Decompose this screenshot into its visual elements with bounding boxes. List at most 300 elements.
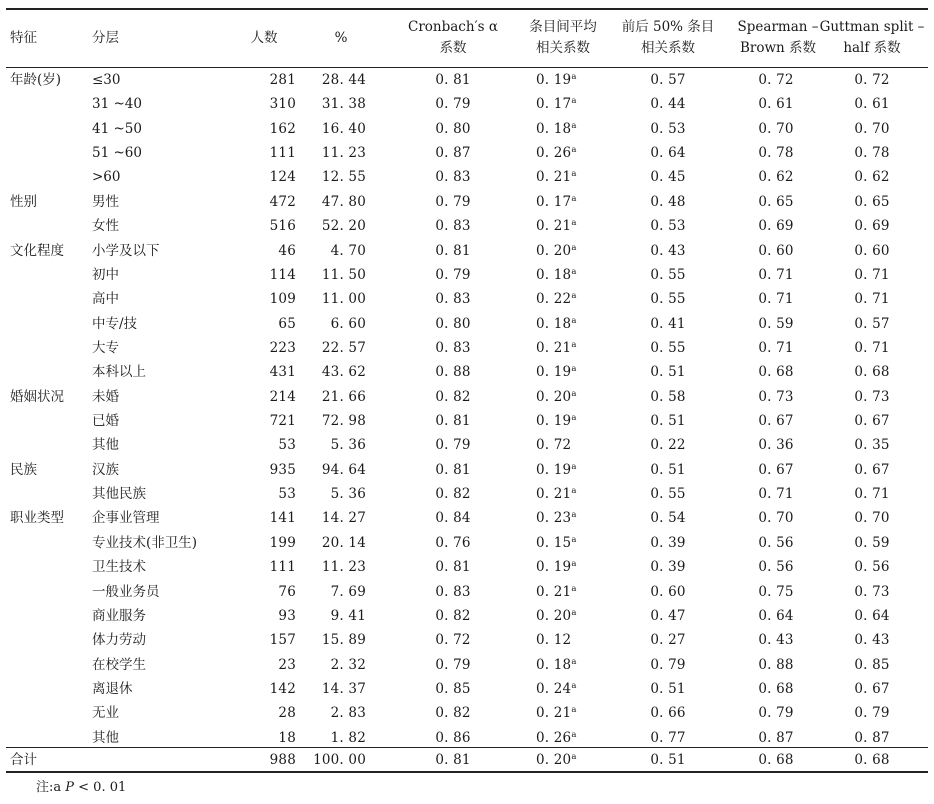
sig-marker: a: [571, 388, 577, 399]
sig-marker: a: [571, 120, 577, 131]
note-p: P: [65, 780, 75, 795]
table-row: [6, 117, 928, 141]
cell-gs: 0. 71: [854, 291, 890, 308]
table-row: [6, 263, 928, 287]
sig-marker: a: [571, 315, 577, 326]
cell-half: 0. 47: [650, 607, 686, 624]
cell-gs: 0. 56: [854, 559, 890, 576]
table-row: [6, 287, 928, 311]
sig-marker: a: [571, 339, 577, 350]
cell-feature: [10, 433, 90, 457]
header-feature: [10, 10, 90, 66]
cell-alpha: 0. 83: [435, 218, 471, 235]
cell-feature: [10, 531, 90, 555]
cell-half: 0. 45: [650, 169, 686, 186]
cell-corr: [508, 336, 608, 360]
cell-layer: 高中: [92, 291, 119, 308]
cell-alpha: 0. 82: [435, 388, 471, 405]
table-row: [6, 336, 928, 360]
cell-gs: 0. 62: [854, 169, 890, 186]
cell-count: 65: [278, 315, 296, 332]
header-count: [234, 10, 294, 66]
table-row: [6, 92, 928, 116]
table-row: [6, 506, 928, 530]
cell-gs: 0. 67: [854, 461, 890, 478]
cell-sb: 0. 71: [758, 291, 794, 308]
header-feature-text: 特征: [10, 29, 37, 46]
corr-value: 0. 15: [536, 534, 572, 551]
header-count-text: 人数: [250, 29, 278, 46]
cell-half: 0. 57: [650, 72, 686, 88]
cell-layer: 男性: [92, 193, 119, 210]
cell-layer: >60: [92, 169, 121, 186]
table-row: [6, 214, 928, 238]
table-row: [6, 653, 928, 677]
cell-alpha: 0. 86: [435, 729, 471, 746]
cell-gs: 0. 59: [854, 534, 890, 551]
cell-gs: 0. 65: [854, 193, 890, 210]
cell-alpha: 0. 81: [435, 559, 471, 576]
sig-marker: a: [571, 656, 577, 667]
cell-gs: 0. 35: [854, 437, 890, 454]
cell-count: 162: [269, 120, 296, 137]
table-row: [6, 312, 928, 336]
cell-gs: 0. 57: [854, 315, 890, 332]
cell-count: 76: [278, 583, 296, 600]
total-n: 988: [269, 752, 296, 768]
cell-count: 721: [269, 413, 296, 430]
header-alpha-line1: Cronbach′s α: [408, 19, 498, 35]
cell-layer: 本科以上: [92, 364, 146, 381]
cell-count: 516: [269, 218, 296, 235]
cell-count: 114: [269, 266, 296, 283]
cell-sb: 0. 65: [758, 193, 794, 210]
cell-half: 0. 53: [650, 218, 686, 235]
cell-layer: 41 ~50: [92, 120, 142, 137]
cell-percent: 5. 36: [330, 486, 366, 503]
header-percent: [316, 10, 366, 66]
cell-sb: 0. 73: [758, 388, 794, 405]
cell-sb: 0. 60: [758, 242, 794, 259]
cell-half: 0. 55: [650, 339, 686, 356]
cell-sb: 0. 68: [758, 364, 794, 381]
header-percent-text: %: [334, 29, 348, 46]
cell-half: 0. 60: [650, 583, 686, 600]
cell-percent: 7. 69: [330, 583, 366, 600]
cell-gs: 0. 64: [854, 607, 890, 624]
cell-count: 223: [269, 339, 296, 356]
table-bottom-rule: [6, 771, 928, 773]
cell-alpha: 0. 79: [435, 96, 471, 113]
corr-value: 0. 19: [536, 559, 572, 576]
sig-marker: a: [571, 486, 577, 497]
cell-layer: 51 ~60: [92, 145, 142, 162]
header-sb-line1: Spearman –: [737, 19, 819, 35]
cell-layer: 无业: [92, 705, 119, 722]
cell-half: 0. 51: [650, 461, 686, 478]
cell-layer: 在校学生: [92, 656, 146, 673]
cell-layer: 未婚: [92, 388, 119, 405]
cell-layer: 卫生技术: [92, 559, 146, 576]
cell-gs: 0. 79: [854, 705, 890, 722]
corr-value: 0. 18: [536, 656, 572, 673]
cell-half: 0. 51: [650, 413, 686, 430]
cell-feature: 文化程度: [10, 242, 64, 259]
cell-sb: 0. 69: [758, 218, 794, 235]
cell-gs: 0. 43: [854, 632, 890, 649]
cell-alpha: 0. 83: [435, 169, 471, 186]
header-gs-line2: half 系数: [843, 40, 901, 56]
total-sig: a: [571, 752, 577, 762]
sig-marker: a: [571, 96, 577, 107]
cell-gs: 0. 68: [854, 364, 890, 381]
cell-sb: 0. 70: [758, 120, 794, 137]
cell-count: 141: [269, 510, 296, 527]
corr-value: 0. 26: [536, 729, 572, 746]
table-row: [6, 409, 928, 433]
corr-value: 0. 18: [536, 315, 572, 332]
table-row: [6, 677, 928, 701]
cell-layer: 一般业务员: [92, 583, 160, 600]
cell-corr: [508, 701, 608, 725]
cell-gs: 0. 73: [854, 388, 890, 405]
cell-percent: 20. 14: [321, 534, 366, 551]
table-row: [6, 555, 928, 579]
cell-feature: [10, 580, 90, 604]
cell-corr: [508, 165, 608, 189]
cell-layer: 商业服务: [92, 607, 146, 624]
cell-gs: 0. 67: [854, 680, 890, 697]
sig-marker: a: [571, 705, 577, 716]
cell-count: 124: [269, 169, 296, 186]
corr-value: 0. 20: [536, 607, 572, 624]
cell-feature: 性别: [10, 193, 37, 210]
cell-sb: 0. 75: [758, 583, 794, 600]
cell-half: 0. 51: [650, 364, 686, 381]
cell-layer: 小学及以下: [92, 242, 160, 259]
cell-count: 310: [269, 96, 296, 113]
cell-corr: [508, 68, 608, 92]
cell-layer: 女性: [92, 218, 119, 235]
cell-percent: 15. 89: [321, 632, 366, 649]
cell-sb: 0. 36: [758, 437, 794, 454]
note-prefix: 注:a: [36, 780, 66, 795]
cell-layer: 大专: [92, 339, 119, 356]
cell-alpha: 0. 88: [435, 364, 471, 381]
cell-corr: [508, 604, 608, 628]
table-row: [6, 239, 928, 263]
cell-alpha: 0. 72: [435, 632, 471, 649]
corr-value: 0. 18: [536, 120, 572, 137]
cell-gs: 0. 60: [854, 242, 890, 259]
cell-count: 111: [269, 559, 296, 576]
table-row: [6, 701, 928, 725]
header-alpha: [398, 10, 508, 66]
cell-count: 281: [269, 72, 296, 88]
cell-sb: 0. 68: [758, 680, 794, 697]
cell-count: 93: [278, 607, 296, 624]
sig-marker: a: [571, 242, 577, 253]
cell-sb: 0. 71: [758, 339, 794, 356]
table-row: [6, 433, 928, 457]
cell-half: 0. 44: [650, 96, 686, 113]
sig-marker: a: [571, 583, 577, 594]
cell-sb: 0. 79: [758, 705, 794, 722]
cell-percent: 16. 40: [321, 120, 366, 137]
sig-marker: a: [571, 169, 577, 180]
cell-feature: 职业类型: [10, 510, 64, 527]
cell-alpha: 0. 82: [435, 705, 471, 722]
cell-count: 142: [269, 680, 296, 697]
table-row: [6, 165, 928, 189]
table-footnote: [36, 778, 126, 798]
table-row: [6, 68, 928, 92]
cell-gs: 0. 71: [854, 266, 890, 283]
total-pct: 100. 00: [313, 752, 366, 768]
cell-sb: 0. 70: [758, 510, 794, 527]
cell-layer: 汉族: [92, 461, 119, 478]
cell-corr: [508, 555, 608, 579]
table-row: [6, 385, 928, 409]
cell-alpha: 0. 76: [435, 534, 471, 551]
cell-alpha: 0. 87: [435, 145, 471, 162]
corr-value: 0. 19: [536, 461, 572, 478]
cell-corr: [508, 385, 608, 409]
cell-half: 0. 51: [650, 680, 686, 697]
cell-percent: 14. 37: [321, 680, 366, 697]
cell-percent: 43. 62: [321, 364, 366, 381]
sig-marker: a: [571, 534, 577, 545]
cell-feature: [10, 117, 90, 141]
cell-half: 0. 39: [650, 534, 686, 551]
header-half: [612, 10, 724, 66]
cell-half: 0. 41: [650, 315, 686, 332]
cell-corr: [508, 312, 608, 336]
corr-value: 0. 21: [536, 169, 572, 186]
sig-marker: a: [571, 72, 577, 82]
cell-sb: 0. 71: [758, 266, 794, 283]
corr-value: 0. 22: [536, 291, 572, 308]
cell-gs: 0. 78: [854, 145, 890, 162]
sig-marker: a: [571, 193, 577, 204]
sig-marker: a: [571, 559, 577, 570]
corr-value: 0. 19: [536, 413, 572, 430]
cell-layer: 其他: [92, 437, 119, 454]
cell-alpha: 0. 81: [435, 413, 471, 430]
cell-sb: 0. 67: [758, 461, 794, 478]
cell-alpha: 0. 81: [435, 461, 471, 478]
cell-corr: [508, 214, 608, 238]
table-row: [6, 531, 928, 555]
cell-sb: 0. 43: [758, 632, 794, 649]
cell-gs: 0. 73: [854, 583, 890, 600]
corr-value: 0. 21: [536, 218, 572, 235]
table-row: [6, 604, 928, 628]
cell-feature: [10, 165, 90, 189]
cell-half: 0. 66: [650, 705, 686, 722]
cell-corr: [508, 531, 608, 555]
cell-corr: [508, 239, 608, 263]
cell-gs: 0. 85: [854, 656, 890, 673]
sig-marker: a: [571, 607, 577, 618]
cell-gs: 0. 69: [854, 218, 890, 235]
cell-corr: [508, 409, 608, 433]
cell-sb: 0. 59: [758, 315, 794, 332]
cell-percent: 72. 98: [321, 413, 366, 430]
cell-sb: 0. 56: [758, 559, 794, 576]
cell-count: 28: [278, 705, 296, 722]
corr-value: 0. 26: [536, 145, 572, 162]
cell-alpha: 0. 81: [435, 72, 471, 88]
cell-feature: [10, 555, 90, 579]
cell-percent: 2. 83: [330, 705, 366, 722]
cell-gs: 0. 71: [854, 486, 890, 503]
cell-half: 0. 55: [650, 291, 686, 308]
cell-gs: 0. 70: [854, 510, 890, 527]
cell-percent: 5. 36: [330, 437, 366, 454]
sig-marker: a: [571, 461, 577, 472]
cell-layer: 31 ~40: [92, 96, 142, 113]
cell-feature: [10, 360, 90, 384]
cell-percent: 94. 64: [321, 461, 366, 478]
cell-percent: 6. 60: [330, 315, 366, 332]
total-half: 0. 51: [650, 752, 686, 768]
table-row: [6, 458, 928, 482]
total-rule: [6, 747, 928, 748]
cell-half: 0. 79: [650, 656, 686, 673]
cell-feature: [10, 677, 90, 701]
cell-alpha: 0. 79: [435, 266, 471, 283]
table-row: [6, 628, 928, 652]
cell-alpha: 0. 83: [435, 339, 471, 356]
cell-feature: [10, 653, 90, 677]
cell-alpha: 0. 83: [435, 583, 471, 600]
cell-layer: 专业技术(非卫生): [92, 534, 198, 551]
cell-percent: 11. 00: [321, 291, 366, 308]
corr-value: 0. 24: [536, 680, 572, 697]
table-row: [6, 190, 928, 214]
cell-half: 0. 55: [650, 266, 686, 283]
cell-corr: [508, 677, 608, 701]
cell-corr: [508, 653, 608, 677]
sig-marker: a: [571, 218, 577, 229]
corr-value: 0. 21: [536, 705, 572, 722]
header-corr-line2: 相关系数: [536, 40, 590, 56]
sig-marker: a: [571, 510, 577, 521]
cell-alpha: 0. 79: [435, 437, 471, 454]
cell-corr: [508, 506, 608, 530]
cell-count: 199: [269, 534, 296, 551]
cell-feature: [10, 628, 90, 652]
cell-count: 214: [269, 388, 296, 405]
sig-marker: a: [571, 680, 577, 691]
cell-percent: 14. 27: [321, 510, 366, 527]
cell-feature: 婚姻状况: [10, 388, 64, 405]
cell-sb: 0. 78: [758, 145, 794, 162]
cell-count: 472: [269, 193, 296, 210]
cell-percent: 22. 57: [321, 339, 366, 356]
cell-feature: 年龄(岁): [10, 72, 62, 88]
cell-corr: [508, 628, 608, 652]
cell-half: 0. 58: [650, 388, 686, 405]
header-gs: [816, 10, 928, 66]
cell-half: 0. 53: [650, 120, 686, 137]
cell-half: 0. 27: [650, 632, 686, 649]
cell-half: 0. 64: [650, 145, 686, 162]
cell-count: 46: [278, 242, 296, 259]
corr-value: 0. 17: [536, 96, 572, 113]
cell-feature: [10, 482, 90, 506]
cell-half: 0. 48: [650, 193, 686, 210]
cell-count: 109: [269, 291, 296, 308]
cell-sb: 0. 61: [758, 96, 794, 113]
cell-feature: [10, 312, 90, 336]
total-alpha: 0. 81: [435, 752, 471, 768]
cell-percent: 21. 66: [321, 388, 366, 405]
cell-half: 0. 43: [650, 242, 686, 259]
cell-gs: 0. 87: [854, 729, 890, 746]
sig-marker: a: [571, 364, 577, 375]
cell-layer: 已婚: [92, 413, 119, 430]
cell-percent: 9. 41: [330, 607, 366, 624]
corr-value: 0. 20: [536, 242, 572, 259]
cell-percent: 11. 23: [321, 145, 366, 162]
cell-gs: 0. 61: [854, 96, 890, 113]
cell-corr: [508, 190, 608, 214]
cell-count: 111: [269, 145, 296, 162]
cell-corr: [508, 141, 608, 165]
cell-layer: 企事业管理: [92, 510, 160, 527]
cell-gs: 0. 71: [854, 339, 890, 356]
cell-half: 0. 77: [650, 729, 686, 746]
cell-corr: [508, 92, 608, 116]
total-corr-cell: [508, 749, 608, 771]
cell-corr: [508, 482, 608, 506]
cell-percent: 47. 80: [321, 193, 366, 210]
corr-value: 0. 21: [536, 486, 572, 503]
corr-value: 0. 21: [536, 339, 572, 356]
cell-count: 935: [269, 461, 296, 478]
cell-feature: [10, 336, 90, 360]
sig-marker: a: [571, 729, 577, 740]
header-corr-line1: 条目间平均: [529, 19, 597, 35]
cell-percent: 28. 44: [321, 72, 366, 88]
cell-sb: 0. 56: [758, 534, 794, 551]
cell-feature: 民族: [10, 461, 37, 478]
header-gs-line1: Guttman split –: [819, 19, 925, 35]
cell-alpha: 0. 80: [435, 315, 471, 332]
sig-marker: a: [571, 266, 577, 277]
header-alpha-line2: 系数: [439, 40, 467, 56]
table-row: [6, 360, 928, 384]
cell-sb: 0. 64: [758, 607, 794, 624]
cell-percent: 12. 55: [321, 169, 366, 186]
cell-alpha: 0. 79: [435, 193, 471, 210]
cell-half: 0. 39: [650, 559, 686, 576]
cell-count: 431: [269, 364, 296, 381]
header-sb-line2: Brown 系数: [739, 40, 817, 56]
total-gs: 0. 68: [854, 752, 890, 768]
corr-value: 0. 12: [536, 632, 572, 649]
cell-feature: [10, 214, 90, 238]
header-layer-text: 分层: [92, 29, 119, 46]
cell-percent: 11. 50: [321, 266, 366, 283]
cell-feature: [10, 92, 90, 116]
corr-value: 0. 23: [536, 510, 572, 527]
total-label: 合计: [10, 752, 37, 768]
cell-layer: 体力劳动: [92, 632, 146, 649]
cell-alpha: 0. 84: [435, 510, 471, 527]
